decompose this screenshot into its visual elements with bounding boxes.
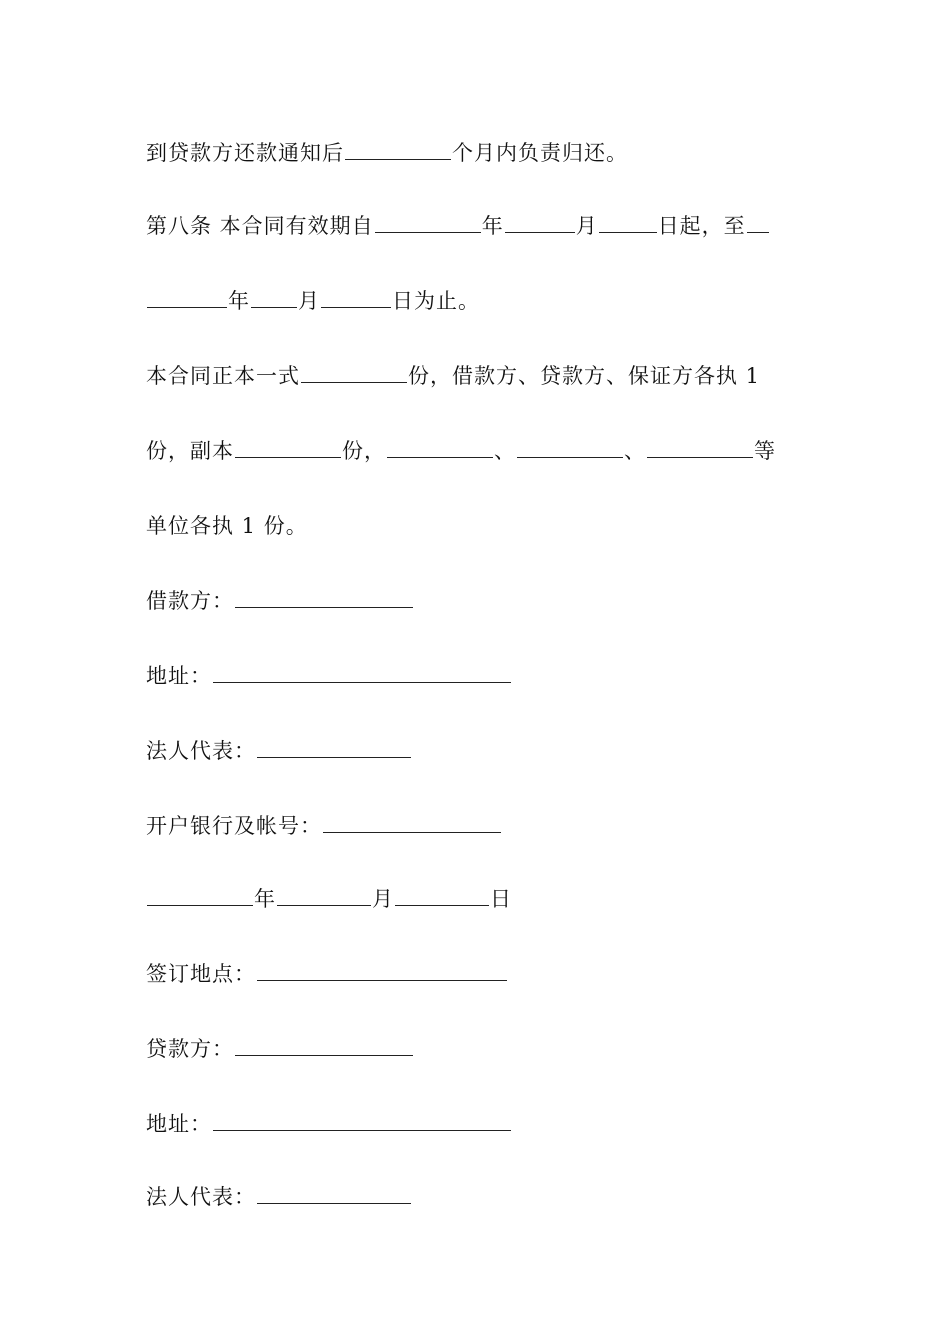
blank-end-year-start[interactable] xyxy=(747,214,769,233)
clause-eight-end-line xyxy=(146,288,480,314)
lender-address-field xyxy=(146,1111,512,1137)
lender-legal-rep-blank[interactable] xyxy=(257,1185,411,1204)
borrower-blank[interactable] xyxy=(235,589,413,608)
text: 本合同正本一式 xyxy=(146,364,300,388)
text: 年 xyxy=(254,887,276,911)
blank-end-day[interactable] xyxy=(321,289,391,308)
date-field xyxy=(146,886,512,912)
blank-start-day[interactable] xyxy=(599,214,657,233)
clause-eight-text: 第八条 本合同有效期自 xyxy=(146,214,374,238)
text: 日为止。 xyxy=(392,289,480,313)
clause-repayment-line xyxy=(146,140,628,166)
address-label: 地址： xyxy=(146,664,212,688)
blank-start-month[interactable] xyxy=(505,214,575,233)
clause-eight-line xyxy=(146,213,770,239)
lender-legal-rep-field xyxy=(146,1184,412,1210)
blank-unit-2[interactable] xyxy=(517,439,623,458)
units-line xyxy=(146,513,308,539)
borrower-legal-rep-field xyxy=(146,738,412,764)
signing-place-blank[interactable] xyxy=(257,962,507,981)
copies-line xyxy=(146,363,760,389)
text: 月 xyxy=(575,214,598,238)
blank-end-year[interactable] xyxy=(147,289,227,308)
legal-rep-label: 法人代表： xyxy=(146,739,256,763)
borrower-field xyxy=(146,588,414,614)
text: 、 xyxy=(624,439,646,463)
bank-account-blank[interactable] xyxy=(323,814,501,833)
text: 日起，至 xyxy=(657,214,746,238)
text: 份，副本 xyxy=(146,439,234,463)
text: 月 xyxy=(298,289,320,313)
date-day-blank[interactable] xyxy=(395,887,489,906)
text: 到贷款方还款通知后 xyxy=(146,141,344,165)
blank-start-year[interactable] xyxy=(375,214,481,233)
text: 月 xyxy=(372,887,394,911)
text: 份， xyxy=(342,439,386,463)
blank-unit-3[interactable] xyxy=(647,439,753,458)
blank-duplicate-copies[interactable] xyxy=(235,439,341,458)
borrower-address-blank[interactable] xyxy=(213,664,511,683)
place-label: 签订地点： xyxy=(146,962,256,986)
text: 单位各执 1 份。 xyxy=(146,514,308,538)
lender-field xyxy=(146,1036,414,1062)
text: 日 xyxy=(490,887,512,911)
bank-account-field xyxy=(146,813,502,839)
signing-place-field xyxy=(146,961,508,987)
borrower-label: 借款方： xyxy=(146,589,234,613)
text: 、 xyxy=(494,439,516,463)
duplicate-copies-line xyxy=(146,438,776,464)
text: 等 xyxy=(754,439,776,463)
address-label: 地址： xyxy=(146,1112,212,1136)
date-year-blank[interactable] xyxy=(147,887,253,906)
lender-blank[interactable] xyxy=(235,1037,413,1056)
blank-end-month[interactable] xyxy=(251,289,297,308)
blank-months[interactable] xyxy=(345,141,451,160)
text: 个月内负责归还。 xyxy=(452,141,628,165)
text: 年 xyxy=(481,214,504,238)
borrower-legal-rep-blank[interactable] xyxy=(257,739,411,758)
lender-label: 贷款方： xyxy=(146,1037,234,1061)
text: 份，借款方、贷款方、保证方各执 1 xyxy=(408,364,761,388)
borrower-address-field xyxy=(146,663,512,689)
text: 年 xyxy=(228,289,250,313)
bank-label: 开户银行及帐号： xyxy=(146,814,322,838)
legal-rep-label: 法人代表： xyxy=(146,1185,256,1209)
lender-address-blank[interactable] xyxy=(213,1112,511,1131)
date-month-blank[interactable] xyxy=(277,887,371,906)
blank-original-copies[interactable] xyxy=(301,364,407,383)
blank-unit-1[interactable] xyxy=(387,439,493,458)
